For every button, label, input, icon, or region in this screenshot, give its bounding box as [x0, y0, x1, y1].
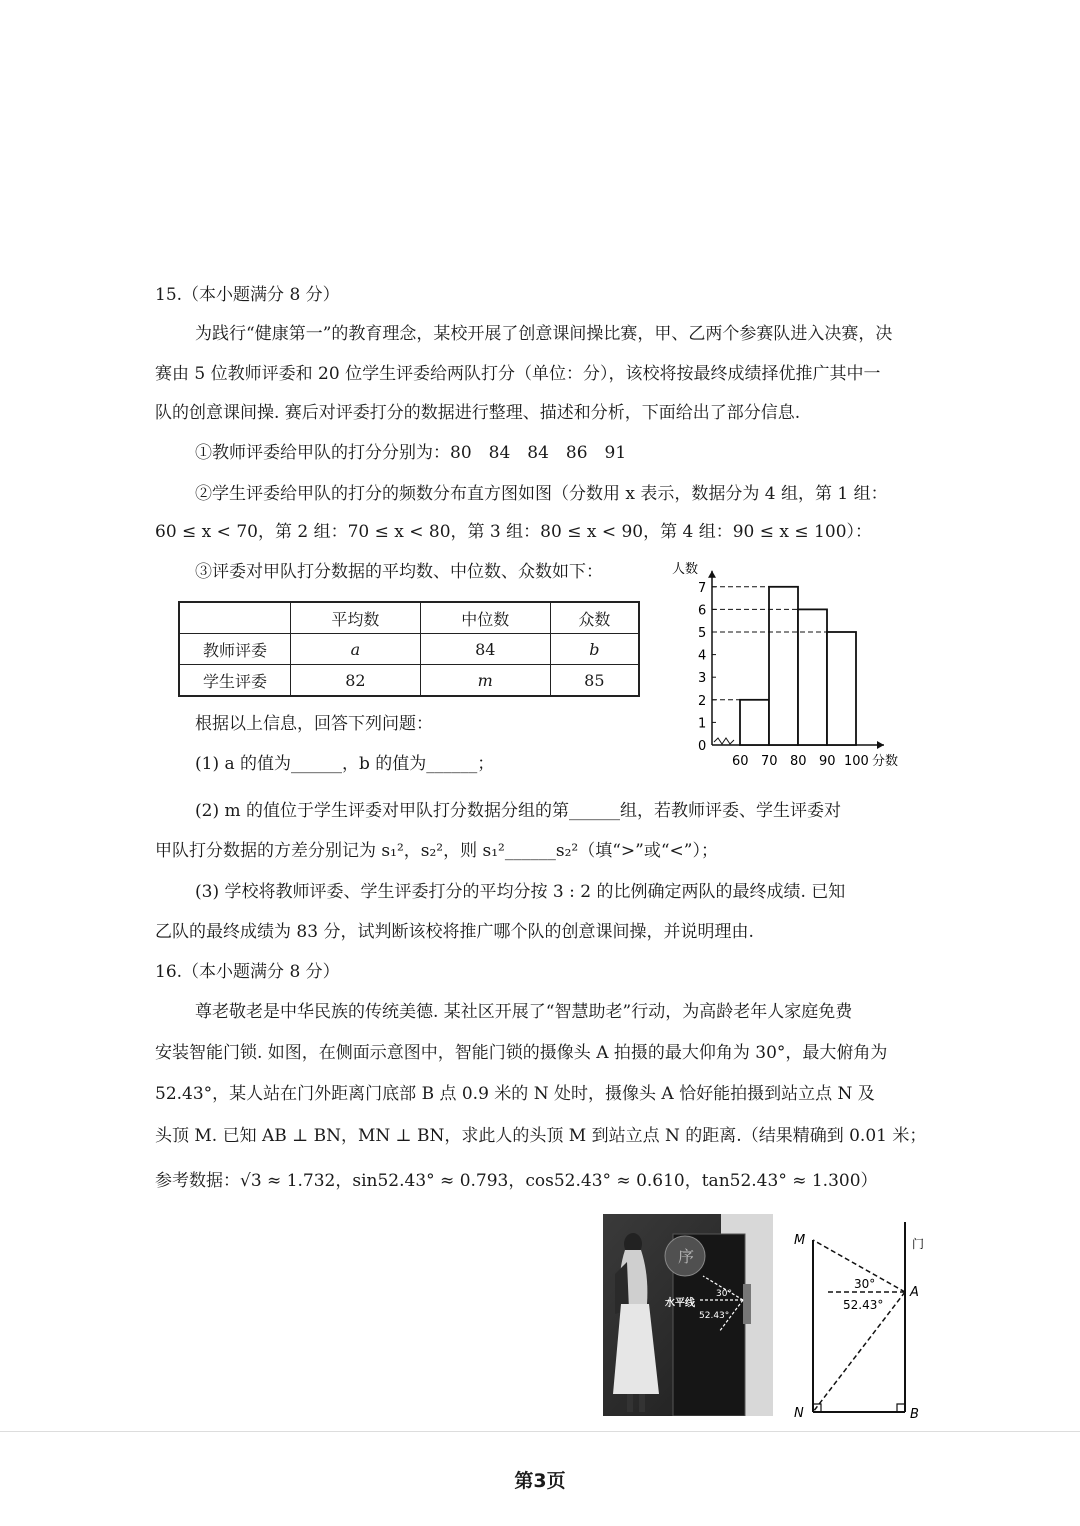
geometry-diagram [790, 1218, 930, 1428]
q15-paragraph-line-2: 赛由 5 位教师评委和 20 位学生评委给两队打分（单位：分），该校将按最终成绩择优推广其中一 [155, 364, 881, 384]
y-tick-label: 2 [698, 693, 707, 709]
stats-table-cell: a [291, 634, 421, 665]
door-lock-photo [603, 1214, 773, 1416]
x-axis-label: 分数 [872, 754, 899, 769]
histogram-bar [740, 700, 769, 745]
q15-info-1: ①教师评委给甲队的打分分别为：80 84 84 86 91 [195, 443, 627, 463]
x-tick-label: 90 [819, 754, 836, 769]
x-tick-label: 70 [761, 754, 778, 769]
q15-header: 15.（本小题满分 8 分） [155, 285, 340, 305]
y-tick-label: 7 [698, 580, 707, 596]
label-B: B [910, 1407, 919, 1422]
logo-mark: 序 [678, 1247, 695, 1266]
x-tick-label: 100 [844, 754, 869, 769]
photo-horizontal-label: 水平线 [665, 1298, 695, 1309]
footer-divider [0, 1431, 1080, 1432]
stats-table-row [179, 665, 639, 697]
label-N: N [794, 1406, 804, 1421]
q15-paragraph-line-1: 为践行“健康第一”的教育理念，某校开展了创意课间操比赛，甲、乙两个参赛队进入决赛，决 [195, 324, 893, 344]
y-tick-label: 1 [698, 716, 707, 732]
label-door: 门 [912, 1237, 925, 1251]
q16-paragraph-line-5: 参考数据：√3 ≈ 1.732，sin52.43° ≈ 0.793，cos52.43° ≈ 0.610，tan52.43° ≈ 1.300） [155, 1171, 878, 1191]
q15-paragraph-line-3: 队的创意课间操. 赛后对评委打分的数据进行整理、描述和分析，下面给出了部分信息. [155, 403, 801, 423]
photo-angle-up-label: 30° [716, 1289, 732, 1299]
histogram-bar [827, 632, 856, 745]
q15-subquestion-3b: 乙队的最终成绩为 83 分，试判断该校将推广哪个队的创意课间操，并说明理由. [155, 922, 754, 942]
stats-table-cell: b [550, 634, 639, 665]
histogram-bar [769, 587, 798, 745]
stats-table-cell: 82 [291, 665, 421, 697]
q15-subquestion-2a: (2) m 的值位于学生评委对甲队打分数据分组的第______组，若教师评委、学生评委对 [195, 801, 842, 821]
label-angle-down: 52.43° [843, 1298, 884, 1312]
y-tick-label: 5 [698, 626, 707, 641]
stats-table-cell: 84 [420, 634, 550, 665]
page-number: 第3页 [514, 1470, 566, 1492]
stats-table [178, 601, 640, 697]
label-M: M [794, 1233, 806, 1248]
q16-paragraph-line-1: 尊老敬老是中华民族的传统美德. 某社区开展了“智慧助老”行动，为高龄老年人家庭免费 [195, 1002, 853, 1022]
y-tick-label: 0 [698, 739, 707, 754]
stats-table-cell: 学生评委 [179, 665, 291, 697]
y-axis-arrow [708, 571, 716, 578]
q15-subquestion-3a: (3) 学校将教师评委、学生评委打分的平均分按 3 : 2 的比例确定两队的最终成绩. 已知 [195, 882, 846, 902]
stats-table-cell: 85 [550, 665, 639, 697]
x-tick-label: 80 [790, 754, 807, 769]
q15-info-3: ③评委对甲队打分数据的平均数、中位数、众数如下： [195, 562, 603, 582]
x-tick-label: 60 [732, 754, 749, 769]
stats-table-header-cell: 中位数 [420, 602, 550, 634]
y-tick-label: 4 [698, 648, 707, 664]
stats-table-header-cell [179, 602, 291, 634]
stats-table-row [179, 634, 639, 665]
q16-paragraph-line-3: 52.43°，某人站在门外距离门底部 B 点 0.9 米的 N 处时，摄像头 A 恰好能拍摄到站立点 N 及 [155, 1084, 875, 1104]
q15-subquestion-2b: 甲队打分数据的方差分别记为 s₁²，s₂²，则 s₁²______s₂²（填“>”或“<”）； [155, 841, 718, 861]
stats-table-header-cell: 众数 [550, 602, 639, 634]
stats-table-header-row [179, 602, 639, 634]
q16-paragraph-line-2: 安装智能门锁. 如图，在侧面示意图中，智能门锁的摄像头 A 拍摄的最大仰角为 30°，最大俯角为 [155, 1043, 888, 1063]
q15-info-2b: 60 ≤ x < 70，第 2 组：70 ≤ x < 80，第 3 组：80 ≤ x < 90，第 4 组：90 ≤ x ≤ 100）： [155, 522, 873, 542]
q16-header: 16.（本小题满分 8 分） [155, 962, 340, 982]
stats-table-cell: m [420, 665, 550, 697]
q15-info-2a: ②学生评委给甲队的打分的频数分布直方图如图（分数用 x 表示，数据分为 4 组，第 1 组： [195, 484, 888, 504]
y-tick-label: 6 [698, 603, 707, 619]
axis-break-mark [714, 738, 734, 744]
stats-table-cell: 教师评委 [179, 634, 291, 665]
y-axis-label: 人数 [672, 561, 699, 577]
photo-angle-down-label: 52.43° [699, 1311, 730, 1321]
stats-table-header-cell: 平均数 [291, 602, 421, 634]
right-angle-B [897, 1404, 905, 1412]
x-axis-arrow [877, 741, 884, 749]
label-angle-up: 30° [854, 1277, 876, 1291]
label-A: A [910, 1285, 919, 1300]
q16-paragraph-line-4: 头顶 M. 已知 AB ⊥ BN，MN ⊥ BN，求此人的头顶 M 到站立点 N 的距离.（结果精确到 0.01 米； [155, 1126, 927, 1146]
y-tick-label: 3 [698, 671, 707, 687]
q15-subquestion-1: (1) a 的值为______，b 的值为______； [195, 754, 495, 774]
q15-question-lead: 根据以上信息，回答下列问题： [195, 714, 433, 734]
histogram-bar [798, 609, 827, 745]
frequency-histogram [660, 555, 920, 775]
